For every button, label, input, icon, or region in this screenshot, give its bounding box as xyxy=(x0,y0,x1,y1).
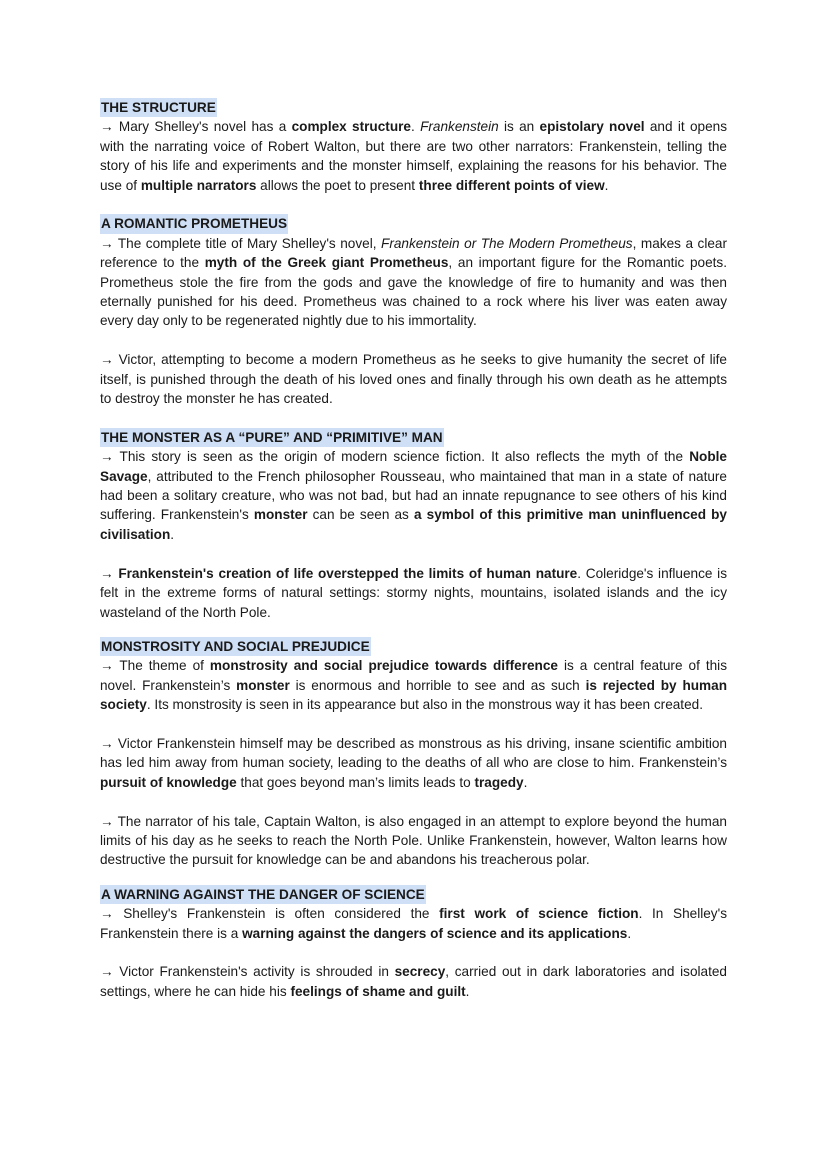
section-paragraph: → Victor Frankenstein himself may be described as monstrous as his driving, insane scientific ambition has led him away from human society, leading to the deaths of all who are close to him. Frankenstein’s pursuit of knowledge that goes beyond man’s limits leads to tragedy. xyxy=(100,735,727,790)
section-paragraph: → The complete title of Mary Shelley's novel, Frankenstein or The Modern Prometheus, makes a clear reference to the myth of the Greek giant Prometheus, an important figure for the Romantic poets. Prometheus stole the fire from the gods and gave the knowledge of fire to humanity and was then eternally punished for his deed. Prometheus was chained to a rock where his liver was eaten away every day only to be regenerated nightly due to his immortality. xyxy=(100,235,727,329)
section-paragraph: → Mary Shelley's novel has a complex structure. Frankenstein is an epistolary novel and it opens with the narrating voice of Robert Walton, but there are two other narrators: Frankenstein, telling the story of his life and experiments and the monster himself, explaining the reasons for his behavior. The use of multiple narrators allows the poet to present three different points of view. xyxy=(100,119,727,193)
section-paragraph: → Victor Frankenstein's activity is shrouded in secrecy, carried out in dark laboratories and isolated settings, where he can hide his feelings of shame and guilt. xyxy=(100,964,727,999)
section-heading: A WARNING AGAINST THE DANGER OF SCIENCE xyxy=(100,885,426,904)
section-paragraph: → Victor, attempting to become a modern Prometheus as he seeks to give humanity the secret of life itself, is punished through the death of his loved ones and finally through his own death as he attempts to destroy the monster he has created. xyxy=(100,352,727,407)
section-heading: A ROMANTIC PROMETHEUS xyxy=(100,214,288,233)
section-heading: THE MONSTER AS A “PURE” AND “PRIMITIVE” MAN xyxy=(100,428,444,447)
section-monstrosity-social-prejudice xyxy=(100,637,727,870)
section-warning-science xyxy=(100,885,727,1001)
section-paragraph: → Frankenstein's creation of life overstepped the limits of human nature. Coleridge's influence is felt in the extreme forms of natural settings: stormy nights, mountains, isolated islands and the icy wasteland of the North Pole. xyxy=(100,565,728,620)
section-heading: MONSTROSITY AND SOCIAL PREJUDICE xyxy=(100,637,371,656)
section-heading: THE STRUCTURE xyxy=(100,98,217,117)
section-romantic-prometheus xyxy=(100,214,727,408)
section-monster-primitive-man xyxy=(100,428,727,622)
section-paragraph: → This story is seen as the origin of modern science fiction. It also reflects the myth of the Noble Savage, attributed to the French philosopher Rousseau, who maintained that man in a state of nature had been a solitary creature, who was not bad, but had an innate repugnance to see others of his kind suffering. Frankenstein's monster can be seen as a symbol of this primitive man uninfluenced by civilisation. xyxy=(100,449,727,542)
section-paragraph: → The theme of monstrosity and social prejudice towards difference is a central feature of this novel. Frankenstein’s monster is enormous and horrible to see and as such is rejected by human society. Its monstrosity is seen in its appearance but also in the monstrous way it has been created. xyxy=(100,658,728,713)
document-page xyxy=(100,98,727,1001)
section-paragraph: → Shelley's Frankenstein is often considered the first work of science fiction. In Shelley's Frankenstein there is a warning against the dangers of science and its applications. xyxy=(100,906,727,941)
section-structure xyxy=(100,98,727,195)
section-paragraph: → The narrator of his tale, Captain Walton, is also engaged in an attempt to explore beyond the human limits of his day as he seeks to reach the North Pole. Unlike Frankenstein, however, Walton learns how destructive the pursuit for knowledge can be and abandons his treacherous polar. xyxy=(100,813,727,868)
